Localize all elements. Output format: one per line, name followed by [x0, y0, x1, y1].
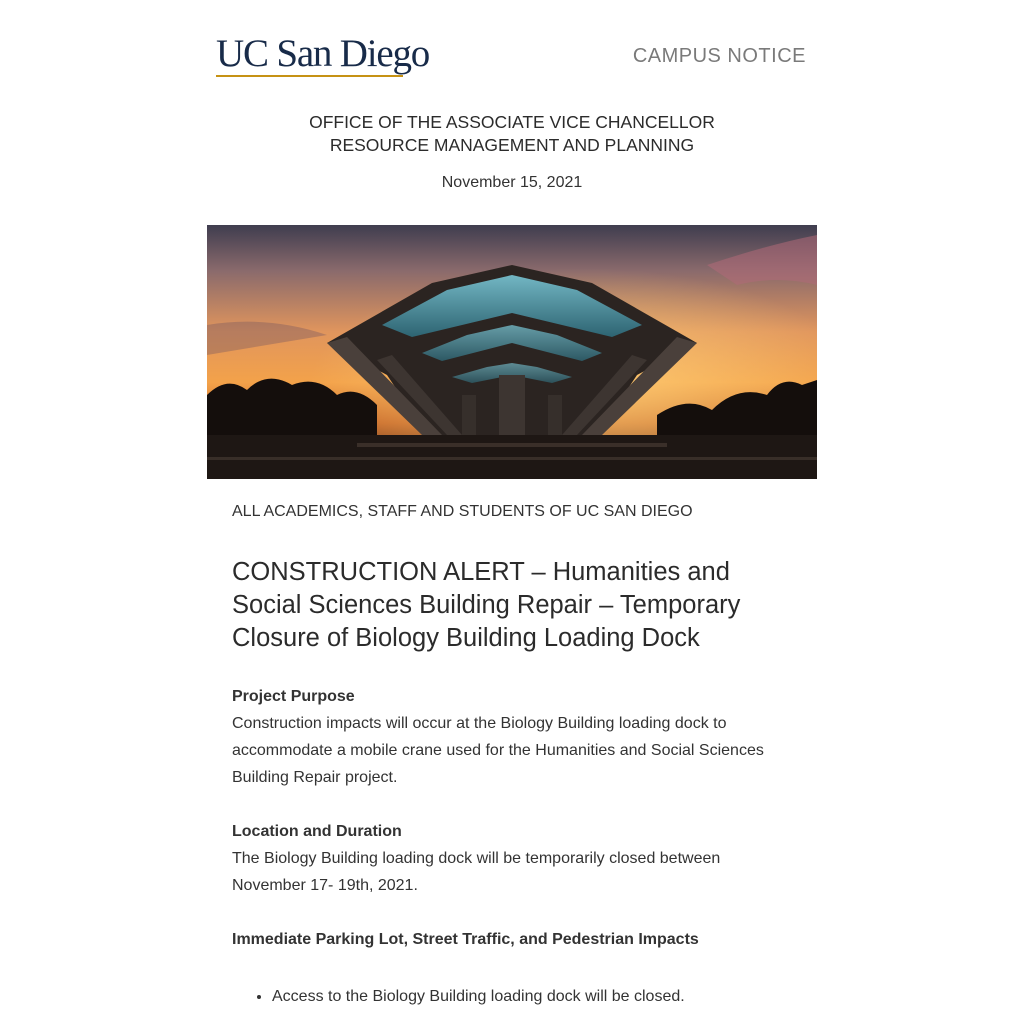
- email-header: [207, 30, 817, 90]
- section-impacts: [232, 926, 792, 953]
- section-project-purpose: [232, 683, 792, 791]
- logo-underline: [216, 75, 403, 77]
- notice-date: November 15, 2021: [441, 174, 583, 191]
- office-line-2: RESOURCE MANAGEMENT AND PLANNING: [329, 135, 695, 155]
- office-line-1: OFFICE OF THE ASSOCIATE VICE CHANCELLOR: [309, 112, 715, 132]
- section-body: The Biology Building loading dock will be temporarily closed between November 17- 19th, 2021.: [232, 850, 721, 894]
- notice-content: [232, 503, 792, 1010]
- campus-notice-label: CAMPUS NOTICE: [632, 45, 806, 67]
- impacts-list: [232, 983, 792, 1010]
- section-location-duration: [232, 818, 792, 899]
- section-title: Location and Duration: [232, 823, 402, 840]
- audience-line: ALL ACADEMICS, STAFF AND STUDENTS OF UC SAN DIEGO: [232, 503, 693, 520]
- notice-headline: CONSTRUCTION ALERT – Humanities and Social Sciences Building Repair – Temporary Closure of Biology Building Loading Dock: [232, 558, 741, 652]
- logo-text: UC San Diego: [216, 32, 430, 75]
- section-title: Immediate Parking Lot, Street Traffic, and Pedestrian Impacts: [232, 931, 699, 948]
- ucsd-logo[interactable]: [216, 34, 429, 77]
- hero-image-geisel-library: [207, 225, 817, 479]
- section-body: Construction impacts will occur at the Biology Building loading dock to accommodate a mobile crane used for the Humanities and Social Sciences Building Repair project.: [232, 715, 764, 786]
- list-item: • Access to the Biology Building loading dock will be closed.: [272, 983, 792, 1010]
- office-heading: [207, 111, 817, 157]
- section-title: Project Purpose: [232, 688, 355, 705]
